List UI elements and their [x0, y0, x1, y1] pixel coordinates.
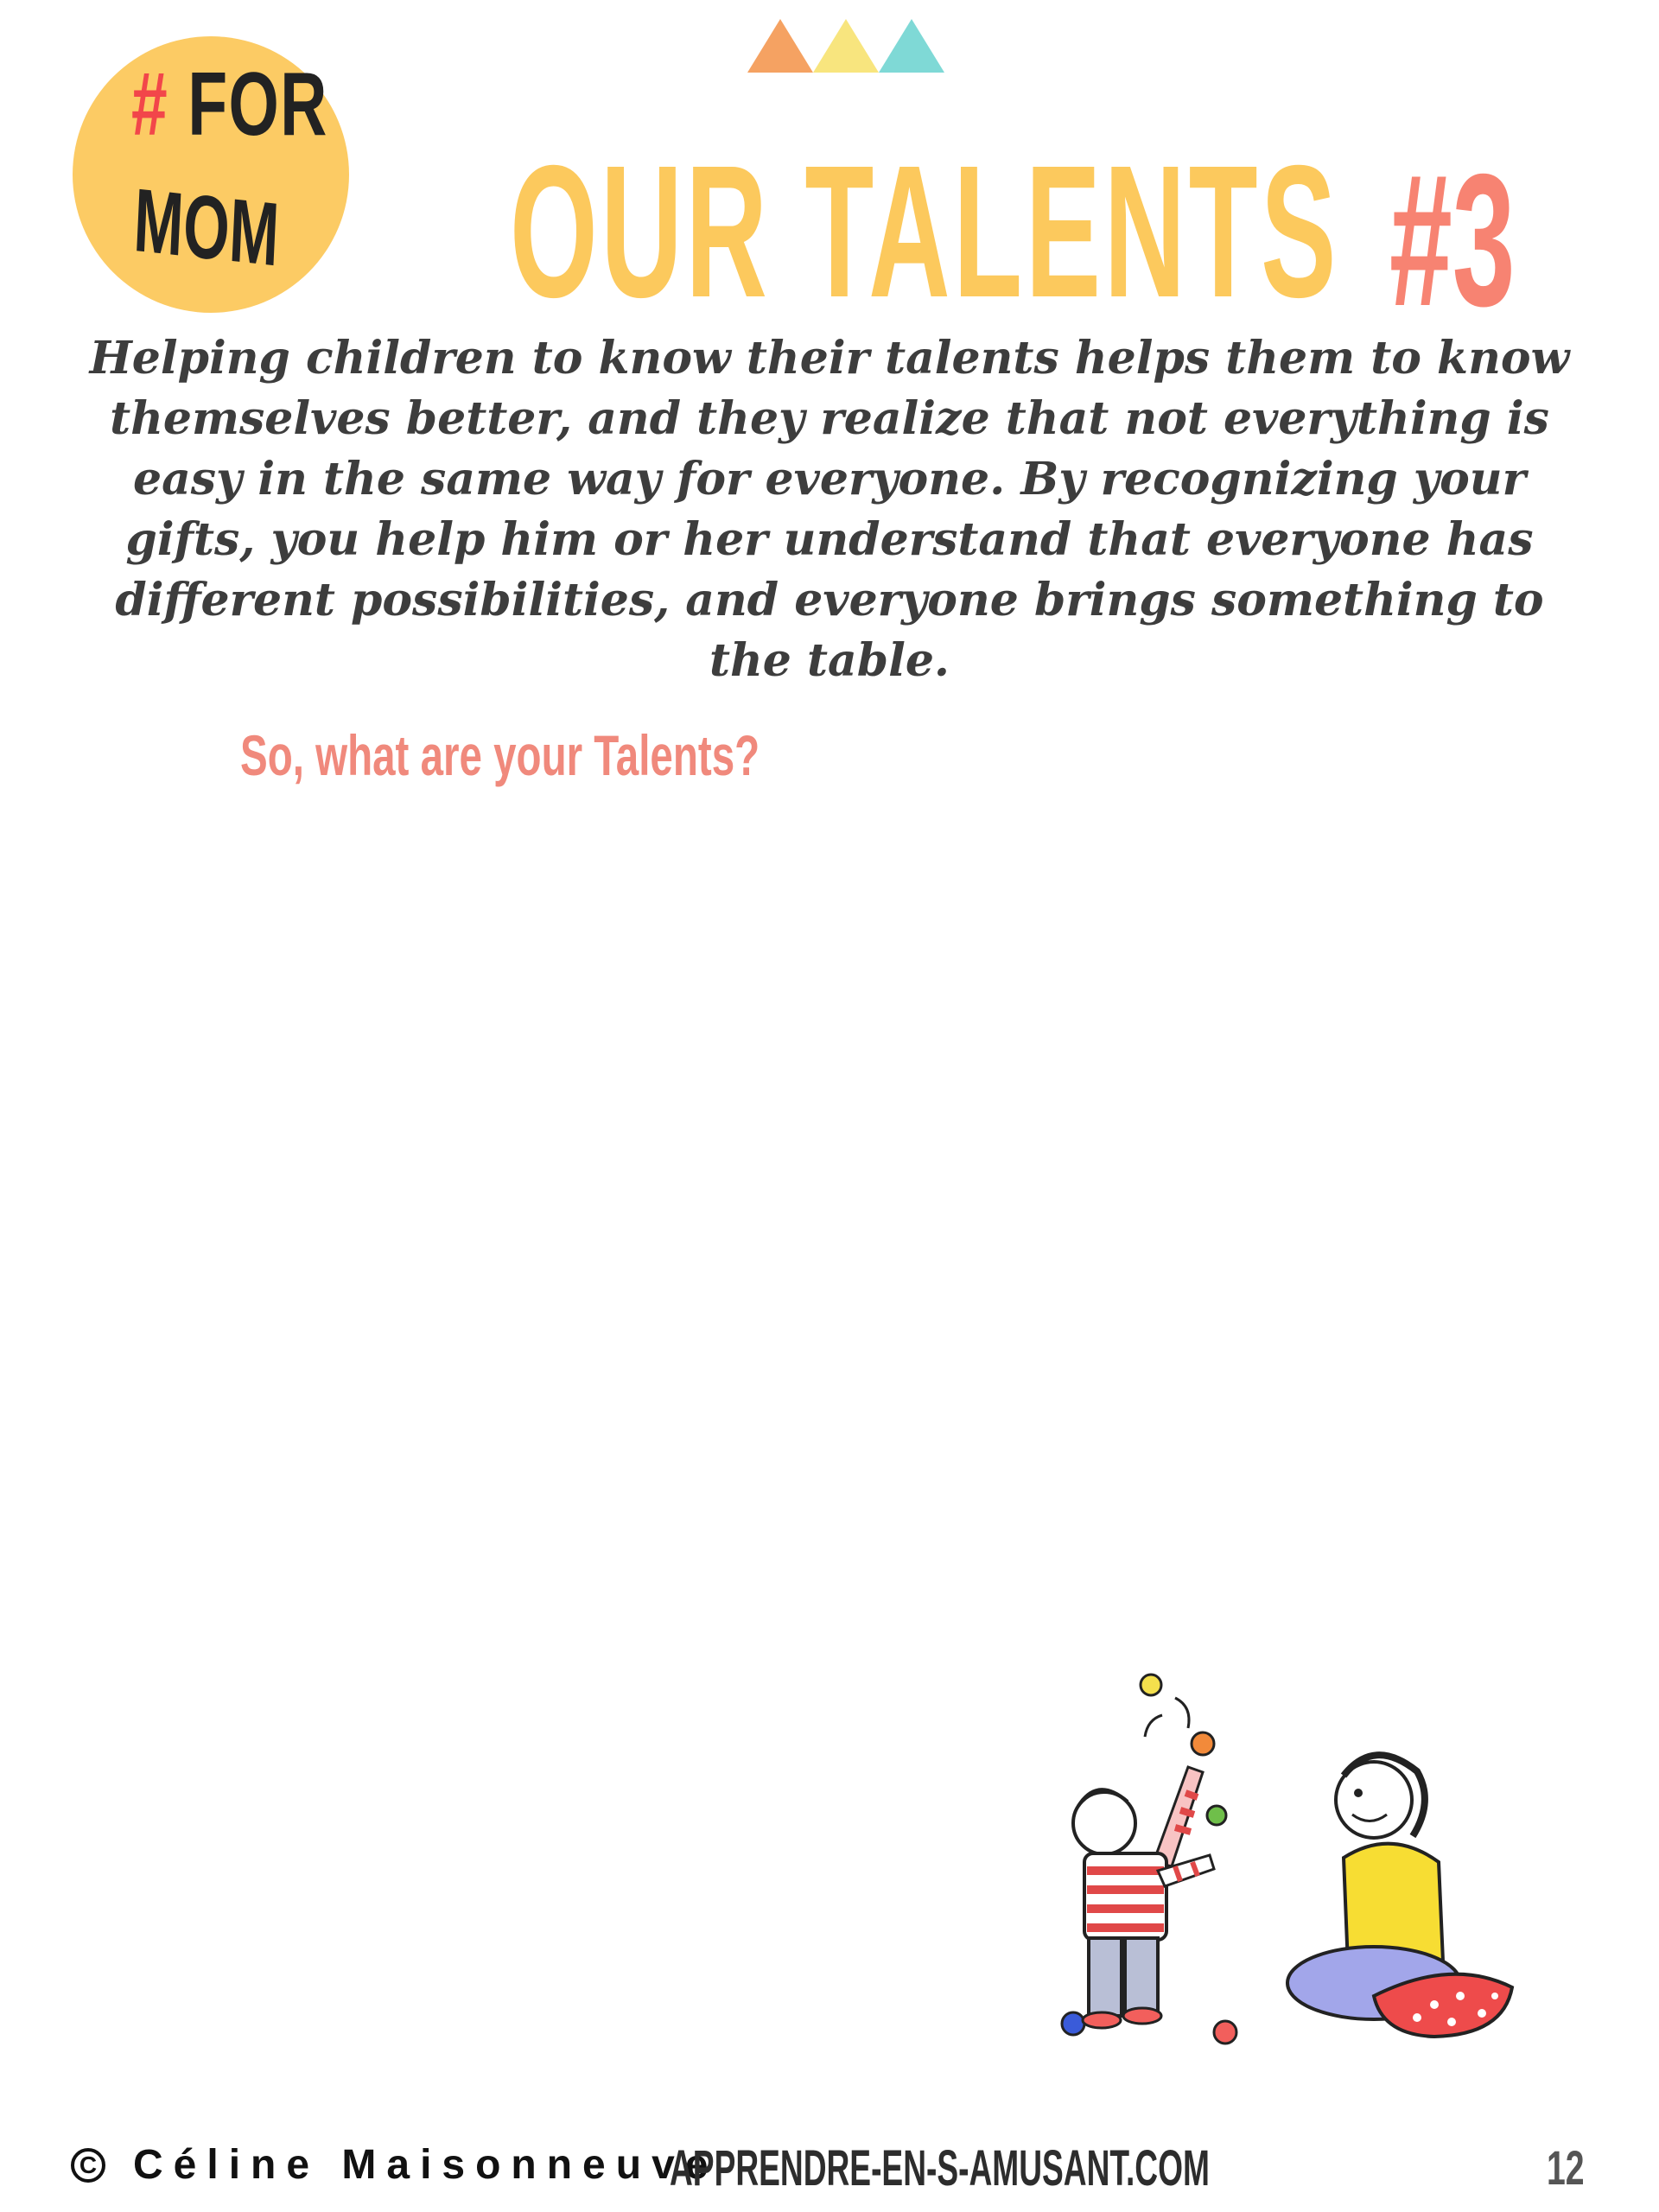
page-number: 12 [1547, 2140, 1585, 2195]
orange-triangle-icon [747, 19, 813, 73]
talents-question: So, what are your Talents? [240, 723, 760, 787]
yellow-triangle-icon [813, 19, 879, 73]
decorative-triangles [747, 19, 946, 73]
badge-for-text: FOR [188, 54, 328, 155]
child-juggling-with-parent-illustration [1046, 1655, 1521, 2052]
badge-mom-text: MOM [131, 169, 282, 286]
teal-triangle-icon [879, 19, 944, 73]
page-title: OUR TALENTS [510, 127, 1339, 337]
website-url: APPRENDRE-EN-S-AMUSANT.COM [670, 2140, 1210, 2196]
copyright-icon: C [71, 2148, 105, 2183]
badge-line-for [131, 54, 328, 156]
section-number: #3 [1389, 136, 1516, 346]
badge-hash: # [131, 54, 169, 155]
footer-credit [71, 2141, 718, 2189]
intro-paragraph: Helping children to know their talents helps them to know themselves better, and they realize that not everything is easy in the same way for everyone. By recognizing your gifts, you help him or her understand that everyone has different possibilities, and everyone brings something to the table. [89, 332, 1570, 687]
author-name: Céline Maisonneuve [133, 2142, 719, 2188]
